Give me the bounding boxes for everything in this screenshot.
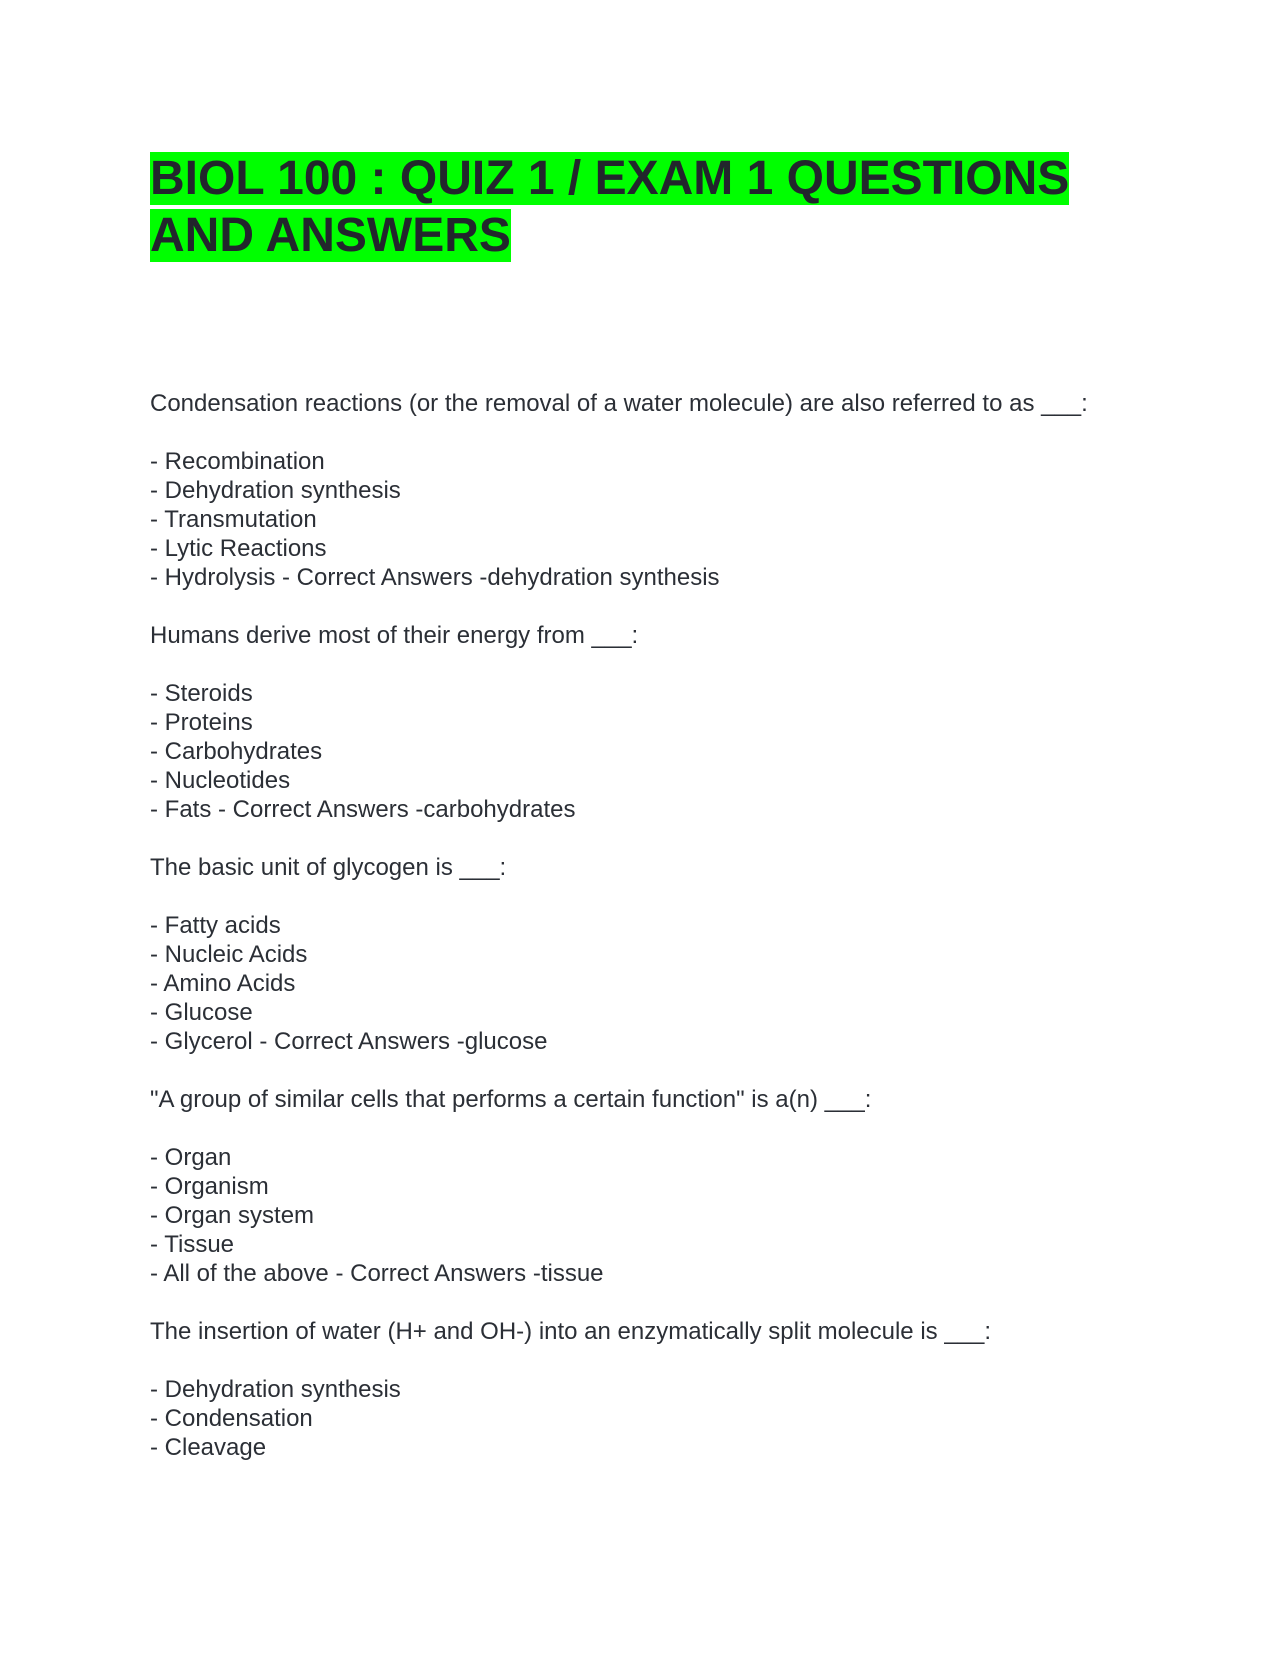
question-text: The insertion of water (H+ and OH-) into an enzymatically split molecule is ___: (150, 1318, 992, 1345)
document-title-text: BIOL 100 : QUIZ 1 / EXAM 1 QUESTIONS AND ANSWERS (150, 152, 1070, 262)
option-list (150, 447, 1130, 592)
option-item: - Proteins (150, 709, 253, 736)
option-item: - Organ (150, 1144, 232, 1171)
option-item-with-answer: - Glycerol - Correct Answers -glucose (150, 1028, 548, 1055)
question-block (150, 853, 1130, 1056)
option-item: - Organism (150, 1173, 269, 1200)
option-list (150, 1143, 1130, 1288)
option-item: - Dehydration synthesis (150, 477, 401, 504)
option-item: - Condensation (150, 1405, 313, 1432)
option-item: - Amino Acids (150, 970, 296, 997)
option-item-with-answer: - Hydrolysis - Correct Answers -dehydration synthesis (150, 564, 720, 591)
option-item: - Lytic Reactions (150, 535, 327, 562)
option-list (150, 911, 1130, 1056)
question-block (150, 1317, 1130, 1462)
option-item: - Tissue (150, 1231, 235, 1258)
option-item: - Nucleotides (150, 767, 291, 794)
question-block (150, 389, 1130, 592)
question-text: "A group of similar cells that performs a certain function" is a(n) ___: (150, 1086, 872, 1113)
option-list (150, 679, 1130, 824)
question-text: Humans derive most of their energy from ___: (150, 622, 639, 649)
option-item: - Glucose (150, 999, 253, 1026)
option-item: - Steroids (150, 680, 253, 707)
question-block (150, 1085, 1130, 1288)
question-block (150, 621, 1130, 824)
option-item: - Carbohydrates (150, 738, 323, 765)
option-item: - Nucleic Acids (150, 941, 308, 968)
question-text: The basic unit of glycogen is ___: (150, 854, 507, 881)
option-item: - Dehydration synthesis (150, 1376, 401, 1403)
document-title (150, 150, 1130, 264)
question-list (150, 389, 1130, 1462)
option-item: - Cleavage (150, 1434, 267, 1461)
option-item-with-answer: - All of the above - Correct Answers -tissue (150, 1260, 604, 1287)
question-text: Condensation reactions (or the removal of a water molecule) are also referred to as ___: (150, 390, 1088, 417)
option-list (150, 1375, 1130, 1462)
option-item: - Organ system (150, 1202, 315, 1229)
option-item-with-answer: - Fats - Correct Answers -carbohydrates (150, 796, 576, 823)
document-page (150, 150, 1130, 1491)
option-item: - Fatty acids (150, 912, 281, 939)
option-item: - Recombination (150, 448, 325, 475)
option-item: - Transmutation (150, 506, 317, 533)
